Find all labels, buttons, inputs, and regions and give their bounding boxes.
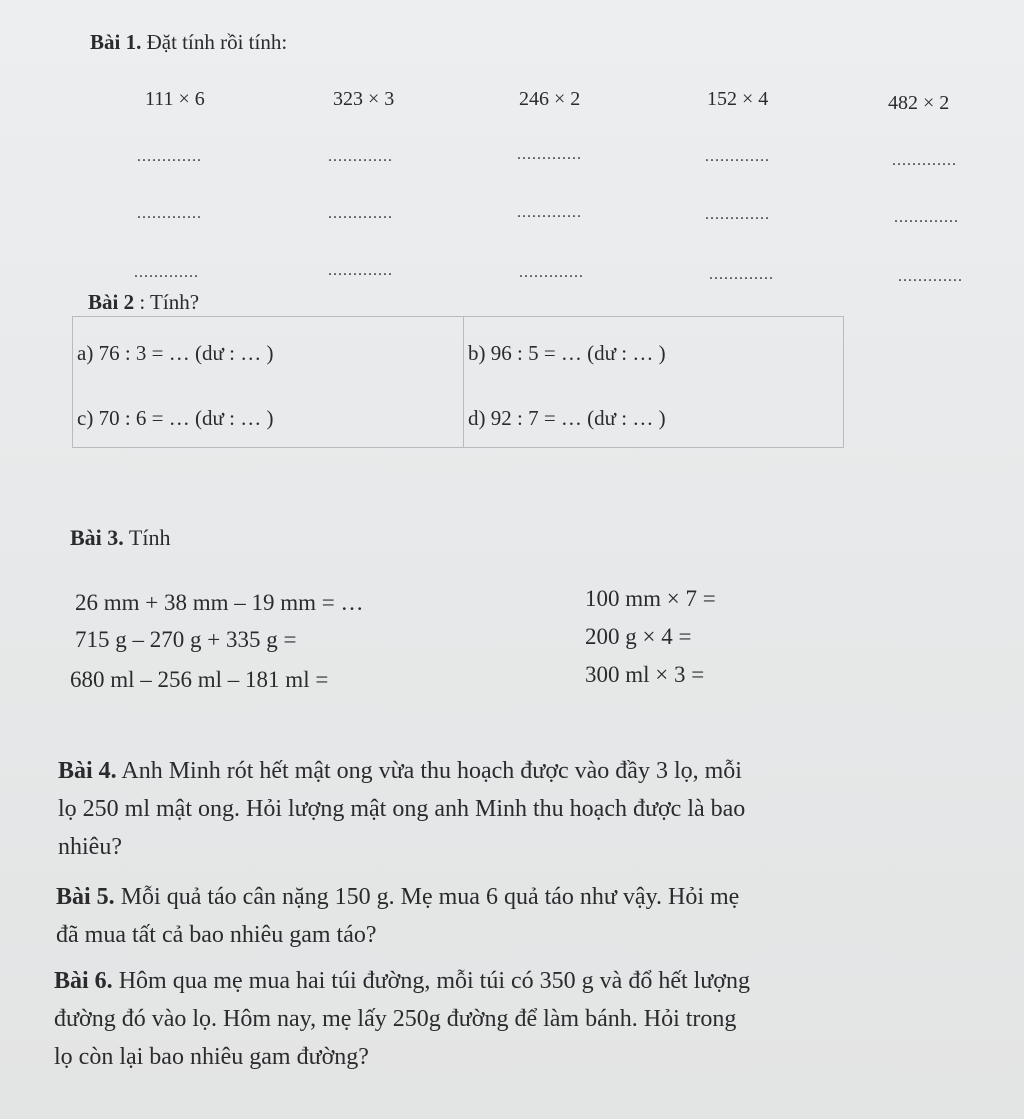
bai2-item-d: d) 92 : 7 = … (dư : … ) (468, 406, 666, 430)
bai6-line-2: đường đó vào lọ. Hôm nay, mẹ lấy 250g đường để làm bánh. Hỏi trong (54, 1006, 737, 1032)
bai1-problem-1: 111 × 6 (145, 88, 205, 110)
answer-blank: ............. (705, 206, 770, 223)
bai4-label: Bài 4. (58, 758, 117, 784)
bai4-line-3: nhiêu? (58, 834, 122, 860)
bai3-left-2: 715 g – 270 g + 335 g = (75, 627, 297, 652)
bai3-label: Bài 3. (70, 525, 124, 550)
answer-blank: ............. (517, 146, 582, 163)
bai1-label: Bài 1. (90, 30, 142, 54)
bai2-heading (88, 290, 199, 315)
answer-blank: ............. (519, 264, 584, 281)
answer-blank: ............. (134, 264, 199, 281)
bai6-line-1: Hôm qua mẹ mua hai túi đường, mỗi túi có 350 g và đổ hết lượng (112, 968, 750, 994)
answer-blank: ............. (137, 148, 202, 165)
bai5-problem (56, 878, 996, 954)
bai5-line-1: Mỗi quả táo cân nặng 150 g. Mẹ mua 6 quả táo như vậy. Hỏi mẹ (114, 884, 740, 910)
bai2-item-a: a) 76 : 3 = … (dư : … ) (77, 341, 274, 365)
answer-blank: ............. (894, 209, 959, 226)
bai3-right-3: 300 ml × 3 = (585, 662, 705, 687)
bai3-heading (70, 525, 170, 551)
bai2-item-c: c) 70 : 6 = … (dư : … ) (77, 406, 274, 430)
bai6-problem (54, 962, 1004, 1076)
bai2-cell-b (464, 317, 843, 382)
bai2-cell-c (73, 382, 464, 447)
answer-blank: ............. (892, 152, 957, 169)
answer-blank: ............. (328, 205, 393, 222)
answer-blank: ............. (709, 266, 774, 283)
bai1-problem-2: 323 × 3 (333, 88, 395, 110)
bai2-cell-a (73, 317, 464, 382)
bai4-problem (58, 752, 998, 866)
bai4-line-2: lọ 250 ml mật ong. Hỏi lượng mật ong anh Minh thu hoạch được là bao (58, 796, 746, 822)
bai2-item-b: b) 96 : 5 = … (dư : … ) (468, 341, 666, 365)
bai2-instruction: : Tính? (134, 290, 200, 314)
answer-blank: ............. (137, 205, 202, 222)
bai3-right-2: 200 g × 4 = (585, 624, 692, 649)
bai2-cell-d (464, 382, 843, 447)
bai6-label: Bài 6. (54, 968, 113, 994)
bai1-problem-5: 482 × 2 (888, 92, 950, 114)
bai1-instruction: Đặt tính rồi tính: (141, 30, 288, 54)
bai6-line-3: lọ còn lại bao nhiêu gam đường? (54, 1044, 369, 1070)
answer-blank: ............. (328, 148, 393, 165)
bai3-instruction: Tính (123, 525, 171, 550)
bai3-left-1: 26 mm + 38 mm – 19 mm = … (75, 590, 364, 615)
bai5-line-2: đã mua tất cả bao nhiêu gam táo? (56, 922, 377, 948)
bai5-label: Bài 5. (56, 884, 115, 910)
bai2-table (72, 316, 844, 448)
answer-blank: ............. (898, 268, 963, 285)
answer-blank: ............. (328, 262, 393, 279)
bai1-problem-3: 246 × 2 (519, 88, 581, 110)
answer-blank: ............. (705, 148, 770, 165)
bai2-label: Bài 2 (88, 290, 135, 314)
bai4-line-1: Anh Minh rót hết mật ong vừa thu hoạch được vào đầy 3 lọ, mỗi (116, 758, 742, 784)
bai3-left-3: 680 ml – 256 ml – 181 ml = (70, 667, 329, 692)
bai3-right-1: 100 mm × 7 = (585, 586, 716, 611)
bai1-problem-4: 152 × 4 (707, 88, 769, 110)
answer-blank: ............. (517, 204, 582, 221)
bai1-heading (90, 30, 287, 55)
